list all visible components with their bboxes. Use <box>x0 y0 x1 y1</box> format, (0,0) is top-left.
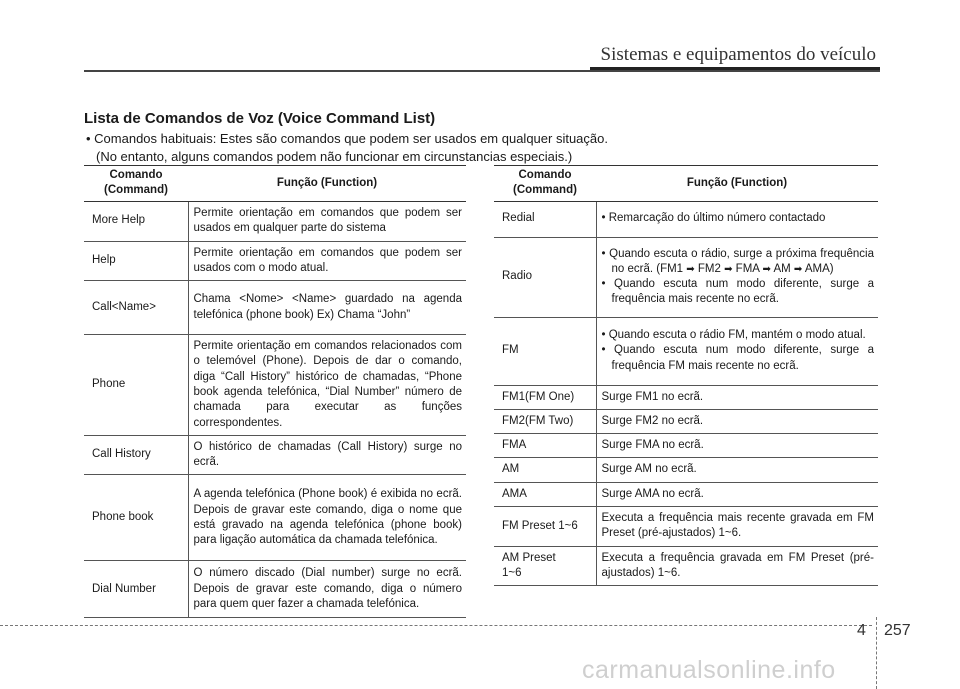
arrow-right-icon: ➡ <box>762 263 771 275</box>
intro-note: (No entanto, alguns comandos podem não funcionar em circunstancias especiais.) <box>96 149 573 164</box>
arrow-right-icon: ➡ <box>793 263 803 275</box>
table-header-row <box>494 166 878 202</box>
intro-text: • Comandos habituais: Estes são comandos que podem ser usados em qualquer situação. <box>86 131 608 146</box>
function-cell: • Remarcação do último número contactado <box>596 201 878 237</box>
command-cell: FMA <box>494 434 596 458</box>
function-cell: Surge AM no ecrã. <box>596 458 878 482</box>
intro-line-1: Comandos habituais: Estes são comandos que podem ser usados em qualquer situação. <box>94 131 608 146</box>
function-cell <box>596 317 878 385</box>
function-cell: Surge AMA no ecrã. <box>596 482 878 506</box>
function-column-header: Função (Function) <box>188 166 466 202</box>
table-row <box>494 237 878 317</box>
watermark: carmanualsonline.info <box>582 656 836 684</box>
function-cell: Surge FM1 no ecrã. <box>596 385 878 409</box>
command-cell: FM Preset 1~6 <box>494 506 596 546</box>
left-command-table <box>84 165 466 618</box>
fm-bullet-2: • Quando escuta num modo diferente, surge a frequência FM mais recente no ecrã. <box>601 344 874 372</box>
table-row <box>494 506 878 546</box>
chapter-title: Sistemas e equipamentos do veículo <box>600 44 876 65</box>
command-cell: Call History <box>84 435 188 475</box>
table-row <box>84 335 466 436</box>
function-column-header: Função (Function) <box>596 166 878 202</box>
table-row <box>494 317 878 385</box>
table-header-row <box>84 166 466 202</box>
function-cell: Executa a frequência mais recente gravada em FM Preset (pré-ajustados) 1~6. <box>596 506 878 546</box>
table-row <box>84 475 466 561</box>
table-row <box>494 482 878 506</box>
command-column-header: Comando (Command) <box>84 166 188 202</box>
command-cell: Phone book <box>84 475 188 561</box>
table-row <box>494 434 878 458</box>
command-cell: AMA <box>494 482 596 506</box>
function-cell: Permite orientação em comandos relacionados com o telemóvel (Phone). Depois de dar o comando, diga “Call History” histórico de chamadas, “Phone book agenda telefónica, “Dial Number” número de chamada para executar as funções correspondentes. <box>188 335 466 436</box>
command-cell: Help <box>84 241 188 281</box>
command-cell: Redial <box>494 201 596 237</box>
command-column-header: Comando (Command) <box>494 166 596 202</box>
function-cell: Chama <Nome> <Name> guardado na agenda telefónica (phone book) Ex) Chama “John” <box>188 281 466 335</box>
command-cell: More Help <box>84 201 188 241</box>
function-cell: A agenda telefónica (Phone book) é exibida no ecrã. Depois de gravar este comando, diga o nome que está gravado na agenda telefónica (phone book) para ligação automática da chamada telefónica. <box>188 475 466 561</box>
function-cell: Executa a frequência gravada em FM Preset (pré-ajustados) 1~6. <box>596 546 878 586</box>
command-cell: FM2(FM Two) <box>494 409 596 433</box>
command-cell: Call<Name> <box>84 281 188 335</box>
command-cell: FM1(FM One) <box>494 385 596 409</box>
table-row <box>84 241 466 281</box>
footer-dashed-rule <box>0 625 872 626</box>
table-row <box>84 561 466 618</box>
table-row <box>84 201 466 241</box>
table-row <box>494 546 878 586</box>
table-row <box>494 385 878 409</box>
command-cell: Radio <box>494 237 596 317</box>
table-row <box>84 435 466 475</box>
command-cell: Dial Number <box>84 561 188 618</box>
function-cell: O histórico de chamadas (Call History) surge no ecrã. <box>188 435 466 475</box>
right-command-table <box>494 165 878 586</box>
radio-bullet-2: • Quando escuta num modo diferente, surge a frequência mais recente no ecrã. <box>601 278 874 306</box>
chapter-number: 4 <box>857 622 866 639</box>
fm-bullet-1: • Quando escuta o rádio FM, mantém o modo atual. <box>601 329 866 342</box>
radio-bullet-1: • Quando escuta o rádio, surge a próxima frequência no ecrã. (FM1 ➡ FM2 ➡ FMA ➡ AM ➡ AMA) <box>601 247 874 275</box>
command-cell: Phone <box>84 335 188 436</box>
section-title: Lista de Comandos de Voz (Voice Command List) <box>84 110 436 127</box>
function-cell: O número discado (Dial number) surge no ecrã. Depois de gravar este comando, diga o número para quem quer fazer a chamada telefónica. <box>188 561 466 618</box>
table-row <box>494 409 878 433</box>
function-cell: Permite orientação em comandos que podem ser usados com o modo atual. <box>188 241 466 281</box>
arrow-right-icon: ➡ <box>724 263 733 275</box>
function-cell: Surge FM2 no ecrã. <box>596 409 878 433</box>
command-cell: AM <box>494 458 596 482</box>
page-number: 257 <box>884 622 911 639</box>
function-cell: Surge FMA no ecrã. <box>596 434 878 458</box>
footer-divider <box>876 617 877 689</box>
header-rule <box>84 70 880 72</box>
table-row <box>84 281 466 335</box>
table-row <box>494 458 878 482</box>
table-row <box>494 201 878 237</box>
command-cell: FM <box>494 317 596 385</box>
function-cell <box>596 237 878 317</box>
function-cell: Permite orientação em comandos que podem ser usados em qualquer parte do sistema <box>188 201 466 241</box>
arrow-right-icon: ➡ <box>686 263 695 275</box>
command-cell: AM Preset 1~6 <box>494 546 596 586</box>
